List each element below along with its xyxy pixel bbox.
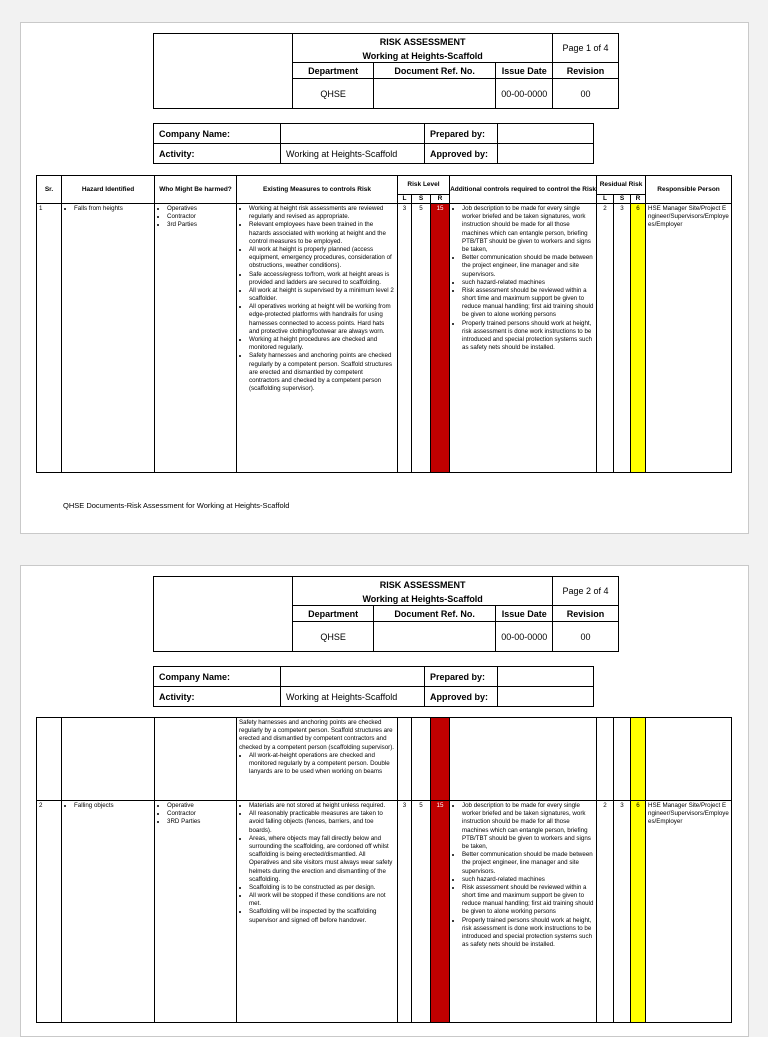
- who-item: • 3rd Parties: [167, 221, 234, 229]
- row-responsible: HSE Manager Site/Project Engineer/Supervisors/Employees/Employer: [646, 801, 732, 1023]
- row-additional: [450, 204, 597, 473]
- row-existing: [237, 801, 398, 1023]
- document-page-2: [20, 565, 749, 1037]
- col-hazard: Hazard Identified: [62, 176, 155, 204]
- company-name-label: Company Name:: [154, 667, 281, 687]
- row-existing: [237, 204, 398, 473]
- existing-measure: • Safety harnesses and anchoring points are checked regularly by a competent person. Scaffold structures are erected and dismantled by competent contractors and checked by a competent person (scaffolding supervisor).: [249, 352, 395, 393]
- who-item: • 3RD Parties: [167, 818, 234, 826]
- revision-label: Revision: [553, 63, 619, 79]
- row-who: [155, 204, 237, 473]
- col-residual-r: R: [631, 195, 646, 204]
- activity-label: Activity:: [154, 144, 281, 164]
- activity-label: Activity:: [154, 687, 281, 707]
- col-who: Who Might Be harmed?: [155, 176, 237, 204]
- header-table: [153, 33, 619, 109]
- additional-control: • Job description to be made for every single worker briefed and be taken signatures, work instruction should be made for all those machines which can entangle person, briefing PTB/TBT should be given to workers and signs be taken,: [462, 205, 594, 254]
- existing-measure: • Scaffolding is to be constructed as per design.: [249, 884, 395, 892]
- residual-r: 6: [631, 204, 646, 473]
- additional-control: • Better communication should be made between the project engineer, line manager and site supervisors.: [462, 851, 594, 876]
- info-table: [153, 666, 594, 707]
- row-additional: [450, 801, 597, 1023]
- existing-measure: • Working at height risk assessments are reviewed regularly and revised as appropriate.: [249, 205, 395, 221]
- existing-measure: • All work at height is properly planned (access equipment, emergency procedures, consideration of obstructions, weather conditions).: [249, 246, 395, 271]
- residual-r-continued: [631, 718, 646, 801]
- doc-subtitle: Working at Heights-Scaffold: [293, 594, 553, 606]
- col-residual-l: L: [597, 195, 614, 204]
- existing-measure: • All work at height is supervised by a minimum level 2 scaffolder.: [249, 287, 395, 303]
- existing-measure: • Safe access/egress to/from, work at height areas is provided and ladders are secured to scaffolding.: [249, 271, 395, 287]
- col-sr: Sr.: [37, 176, 62, 204]
- activity-value: Working at Heights-Scaffold: [281, 687, 425, 707]
- row-who: [155, 801, 237, 1023]
- col-additional: Additional controls required to control the Risk: [450, 176, 597, 204]
- logo-cell: [154, 577, 293, 652]
- risk-s: 5: [412, 204, 431, 473]
- logo-cell: [154, 34, 293, 109]
- risk-r: 15: [431, 204, 450, 473]
- table-row-continued: [37, 718, 732, 801]
- row-sr: 1: [37, 204, 62, 473]
- department-label: Department: [293, 606, 374, 622]
- existing-measure: • All work-at-height operations are checked and monitored regularly by a competent person. Double lanyards are to be used when working on beams: [249, 752, 395, 777]
- existing-measure: Safety harnesses and anchoring points are checked regularly by a competent person. Scaffold structures are erected and dismantled by competent contractors and checked by a competent person (scaffolding supervisor).: [239, 719, 394, 751]
- additional-control: • Better communication should be made between the project engineer, line manager and site supervisors.: [462, 254, 594, 279]
- company-name-label: Company Name:: [154, 124, 281, 144]
- hazard-item: • Falls from heights: [74, 205, 152, 213]
- col-existing: Existing Measures to controls Risk: [237, 176, 398, 204]
- company-name-value: [281, 667, 425, 687]
- who-item: • Contractor: [167, 213, 234, 221]
- existing-measure: • Working at height procedures are checked and monitored regularly.: [249, 336, 395, 352]
- docref-label: Document Ref. No.: [373, 606, 496, 622]
- approved-by-label: Approved by:: [425, 687, 498, 707]
- risk-r-continued: [431, 718, 450, 801]
- risk-s: 5: [412, 801, 431, 1023]
- existing-measure: • All operatives working at height will be working from edge-protected platforms with handrails for using harnesses connected to access points. Hard hats and protective clothing/footwear are always worn.: [249, 303, 395, 336]
- additional-control: • such hazard-related machines: [462, 876, 594, 884]
- residual-r: 6: [631, 801, 646, 1023]
- page-number: Page 2 of 4: [553, 577, 619, 606]
- prepared-by-label: Prepared by:: [425, 667, 498, 687]
- additional-control: • Job description to be made for every single worker briefed and be taken signatures, work instruction should be made for all those machines which can entangle person, briefing PTB/TBT should be given to workers and signs be taken,: [462, 802, 594, 851]
- issue-date-value: 00-00-0000: [496, 79, 553, 109]
- existing-measure: • All work will be stopped if these conditions are not met.: [249, 892, 395, 908]
- prepared-by-value: [498, 124, 594, 144]
- prepared-by-label: Prepared by:: [425, 124, 498, 144]
- document-page-1: [20, 22, 749, 534]
- who-item: • Operatives: [167, 205, 234, 213]
- approved-by-value: [498, 687, 594, 707]
- existing-measure: • All reasonably practicable measures are taken to avoid falling objects (fences, barriers, and toe boards).: [249, 810, 395, 835]
- residual-s: 3: [614, 204, 631, 473]
- risk-l: 3: [398, 204, 412, 473]
- revision-value: 00: [553, 622, 619, 652]
- revision-value: 00: [553, 79, 619, 109]
- activity-value: Working at Heights-Scaffold: [281, 144, 425, 164]
- who-item: • Operative: [167, 802, 234, 810]
- who-item: • Contractor: [167, 810, 234, 818]
- row-responsible: HSE Manager Site/Project Engineer/Supervisors/Employees/Employer: [646, 204, 732, 473]
- additional-control: • Properly trained persons should work at height, risk assessment is done work instructions to be introduced and special protection systems such as safety nets should be installed.: [462, 320, 594, 353]
- table-row: [37, 204, 732, 473]
- page-footer: QHSE Documents-Risk Assessment for Working at Heights-Scaffold: [63, 501, 290, 510]
- existing-measure: • Areas, where objects may fall directly below and surrounding the scaffolding, are cordoned off whilst scaffolding is being erected/dismantled. All Operatives and site visitors must always wear safety helmets during the erection and dismantling of the scaffolding.: [249, 835, 395, 884]
- additional-control: • Properly trained persons should work at height, risk assessment is done work instructions to be introduced and special protection systems such as safety nets should be installed.: [462, 917, 594, 950]
- existing-measure: • Scaffolding will be inspected by the scaffolding supervisor and signed off before handover.: [249, 908, 395, 924]
- row-hazard: [62, 204, 155, 473]
- residual-l: 2: [597, 204, 614, 473]
- issue-date-label: Issue Date: [496, 606, 553, 622]
- approved-by-label: Approved by:: [425, 144, 498, 164]
- risk-r: 15: [431, 801, 450, 1023]
- residual-s: 3: [614, 801, 631, 1023]
- risk-l: 3: [398, 801, 412, 1023]
- department-label: Department: [293, 63, 374, 79]
- header-table: [153, 576, 619, 652]
- col-residual: Residual Risk: [597, 176, 646, 195]
- approved-by-value: [498, 144, 594, 164]
- department-value: QHSE: [293, 622, 374, 652]
- risk-table: [36, 717, 732, 1023]
- doc-subtitle: Working at Heights-Scaffold: [293, 51, 553, 63]
- col-residual-s: S: [614, 195, 631, 204]
- doc-title: RISK ASSESSMENT: [293, 577, 553, 594]
- additional-control: • such hazard-related machines: [462, 279, 594, 287]
- issue-date-label: Issue Date: [496, 63, 553, 79]
- additional-control: • Risk assessment should be reviewed within a short time and maximum support be given to reduce manual handling; first aid training should be given to alone working persons: [462, 287, 594, 320]
- revision-label: Revision: [553, 606, 619, 622]
- docref-label: Document Ref. No.: [373, 63, 496, 79]
- company-name-value: [281, 124, 425, 144]
- col-risk-level: Risk Level: [398, 176, 450, 195]
- col-responsible: Responsible Person: [646, 176, 732, 204]
- col-s: S: [412, 195, 431, 204]
- hazard-item: • Falling objects: [74, 802, 152, 810]
- additional-control: • Risk assessment should be reviewed within a short time and maximum support be given to reduce manual handling; first aid training should be given to alone working persons: [462, 884, 594, 917]
- table-row: [37, 801, 732, 1023]
- docref-value: [373, 622, 496, 652]
- page-number: Page 1 of 4: [553, 34, 619, 63]
- existing-measure: • Relevant employees have been trained in the hazards associated with working at height and the control measures to be employed.: [249, 221, 395, 246]
- existing-measure: • Materials are not stored at height unless required.: [249, 802, 395, 810]
- risk-table: [36, 175, 732, 473]
- col-r: R: [431, 195, 450, 204]
- row-hazard: [62, 801, 155, 1023]
- docref-value: [373, 79, 496, 109]
- prepared-by-value: [498, 667, 594, 687]
- row-existing-continued: [237, 718, 398, 801]
- col-l: L: [398, 195, 412, 204]
- info-table: [153, 123, 594, 164]
- row-sr: 2: [37, 801, 62, 1023]
- residual-l: 2: [597, 801, 614, 1023]
- department-value: QHSE: [293, 79, 374, 109]
- issue-date-value: 00-00-0000: [496, 622, 553, 652]
- doc-title: RISK ASSESSMENT: [293, 34, 553, 51]
